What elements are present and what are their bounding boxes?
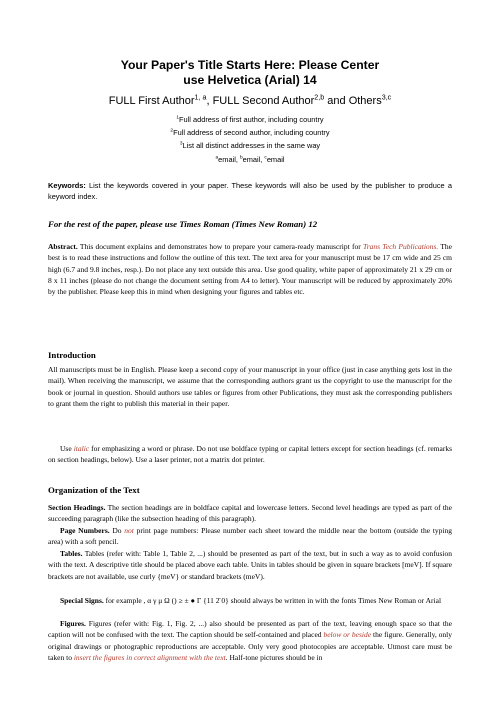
affiliation-3 — [48, 141, 452, 151]
font-instruction-note: For the rest of the paper, please use Times Roman (Times New Roman) 12 — [48, 219, 318, 229]
affiliation-1-sup: 1 — [176, 115, 180, 121]
email-line — [48, 155, 452, 165]
figures-italic-alignment: insert the figures in correct alignment with the text — [73, 652, 226, 662]
introduction-paragraph-1: All manuscripts must be in English. Please keep a second copy of your manuscript in your office (just in case anything gets lost in the mail). When receiving the manuscript, we assume that the corresponding authors grant us the copyright to use the manuscript for the book or journal in question. Should authors use tables or figures from other Publications, they must ask the corresponding publishers to grant them the right to publish this material in their paper. — [48, 365, 452, 408]
figures-text-c: . Half-tone pictures should be in — [225, 652, 323, 662]
email-c-sup: c — [264, 155, 267, 161]
intro-p2-text-a: Use — [60, 444, 74, 453]
intro-p2-text-b: for emphasizing a word or phrase. Do not use boldface typing or capital letters except for section headings (cf. remarks on section headings, below). Use a laser printer, not a matrix dot printer. — [48, 444, 452, 465]
page-numbers-paragraph — [48, 525, 452, 548]
abstract-label: Abstract. — [48, 242, 78, 251]
section-headings-text: The section headings are in boldface capital and lowercase letters. Second level headings are typed as part of the succeeding paragraph (like the subsection heading of this paragraph). — [48, 503, 452, 524]
email-a-sup: a — [215, 155, 219, 161]
email-b-sup: b — [239, 155, 243, 161]
affiliation-1 — [48, 115, 452, 125]
author-others: and Others — [324, 95, 382, 107]
figures-text-b: the figure. Generally, only original drawings or photographic reproductions are acceptable. Only very good photocopies are acceptable. Utmost care must be taken to — [48, 630, 452, 662]
page-numbers-text-b: print page numbers: Please number each sheet toward the middle near the bottom (outside the typing area) with a soft pencil. — [48, 526, 452, 547]
introduction-paragraph-2 — [48, 443, 452, 466]
keywords-text: List the keywords covered in your paper. These keywords will also be used by the publisher to produce a keyword index. — [48, 181, 452, 201]
affiliation-2 — [48, 128, 452, 138]
intro-p2-italic: italic — [73, 444, 90, 453]
figures-label: Figures. — [60, 619, 86, 628]
special-signs-text: for example , α γ μ Ω () ≥ ± ● Γ {11 2̄ 0} should always be written in with the fonts Times New Roman or Arial — [103, 596, 442, 605]
special-signs-label: Special Signs. — [60, 596, 104, 605]
publisher-name: Trans Tech Publications. — [362, 242, 439, 251]
title-line-1: Your Paper's Title Starts Here: Please Center — [120, 58, 380, 72]
page-numbers-text-a: Do — [109, 526, 125, 535]
email-a: email, — [218, 155, 240, 164]
author-2: FULL Second Author — [212, 95, 315, 107]
special-signs-paragraph — [48, 595, 452, 606]
abstract-text-2: The best is to read these instructions and follow the outline of this text. The text area for your manuscript must be 17 cm wide and 25 cm high (6.7 and 9.8 inches, resp.). Do not place any text outside this area. Use good quality, white paper of approximately 21 x 29 cm or 8 x 11 inches (please do not change the document setting from A4 to letter). Your manuscript will be reduced by approximately 20% by the publisher. Please keep this in mind when designing your figures and tables etc. — [48, 242, 452, 297]
figures-italic-placement: below or beside — [323, 630, 372, 640]
introduction-heading: Introduction — [48, 350, 96, 360]
keywords — [48, 180, 452, 202]
affiliation-2-text: Full address of second author, including country — [173, 128, 330, 137]
section-headings-paragraph — [48, 502, 452, 525]
paper-title — [48, 58, 452, 88]
affiliation-1-text: Full address of first author, including country — [179, 115, 324, 124]
email-b: email, — [242, 155, 265, 164]
figures-paragraph — [48, 618, 452, 663]
page-numbers-not: not — [124, 526, 134, 535]
figures-text-a: Figures (refer with: Fig. 1, Fig. 2, ...) also should be presented as part of the text, leaving enough space so that the caption will not be confused with the text. The caption should be self-contained and placed — [48, 619, 452, 640]
title-line-2: use Helvetica (Arial) 14 — [183, 73, 317, 87]
page-numbers-label: Page Numbers. — [60, 526, 110, 535]
affiliation-2-sup: 2 — [170, 128, 174, 134]
affiliation-3-sup: 3 — [179, 141, 183, 147]
author-1-sup: 1, a — [194, 93, 207, 102]
author-separator: , — [206, 95, 213, 107]
author-1: FULL First Author — [108, 95, 195, 107]
abstract-text-1: This document explains and demonstrates how to prepare your camera-ready manuscript for — [77, 242, 363, 251]
keywords-label: Keywords: — [48, 181, 86, 190]
author-3-sup: 3,c — [381, 93, 392, 102]
organization-heading: Organization of the Text — [48, 485, 140, 495]
tables-paragraph — [48, 548, 452, 582]
author-line — [48, 95, 452, 108]
email-c: email — [266, 155, 285, 164]
tables-label: Tables. — [60, 549, 83, 558]
section-headings-label: Section Headings. — [48, 503, 106, 512]
tables-text: Tables (refer with: Table 1, Table 2, ...) should be presented as part of the text, but in such a way as to avoid confusion with the text. A descriptive title should be placed above each table. Units in tables should be given in square brackets [meV]. If square brackets are not available, use curly {meV} or standard brackets (meV). — [48, 549, 452, 581]
author-2-sup: 2,b — [314, 93, 325, 102]
abstract — [48, 241, 452, 297]
affiliation-3-text: List all distinct addresses in the same way — [182, 141, 321, 150]
